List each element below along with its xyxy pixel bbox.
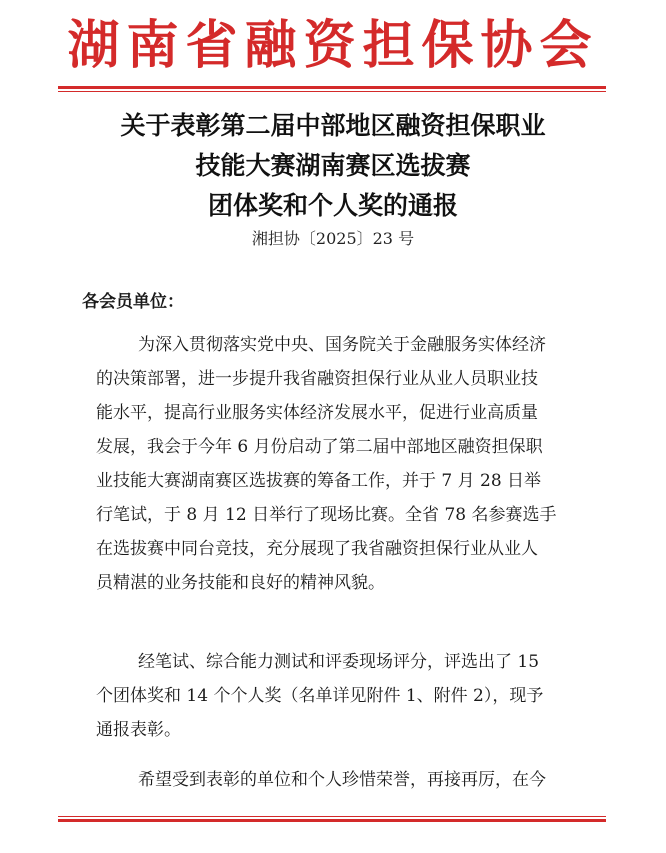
paragraph-line: 个团体奖和 14 个个人奖（名单详见附件 1、附件 2），现予 <box>96 686 544 706</box>
paragraph-line: 能水平，提高行业服务实体经济发展水平，促进行业高质量 <box>96 403 538 423</box>
paragraph-1 <box>96 328 586 600</box>
doc-title-line-3: 团体奖和个人奖的通报 <box>207 191 458 220</box>
paragraph-3 <box>96 763 586 797</box>
org-letterhead: 湖南省融资担保协会 <box>67 15 599 76</box>
paragraph-line: 为深入贯彻落实党中央、国务院关于金融服务实体经济 <box>138 335 546 355</box>
doc-title-line-2: 技能大赛湖南赛区选拔赛 <box>195 151 471 180</box>
paragraph-line: 业技能大赛湖南赛区选拔赛的筹备工作，并于 7 月 28 日举 <box>96 471 542 491</box>
footer-rule-thick <box>58 819 606 822</box>
paragraph-2 <box>96 645 586 747</box>
doc-number: 湘担协〔2025〕23 号 <box>251 229 415 248</box>
paragraph-line: 经笔试、综合能力测试和评委现场评分，评选出了 15 <box>138 652 540 672</box>
paragraph-line: 发展，我会于今年 6 月份启动了第二届中部地区融资担保职 <box>96 437 543 457</box>
paragraph-line: 通报表彰。 <box>96 720 181 740</box>
paragraph-line: 在选拔赛中同台竞技，充分展现了我省融资担保行业从业人 <box>96 539 538 559</box>
paragraph-line: 希望受到表彰的单位和个人珍惜荣誉，再接再厉，在今 <box>138 770 546 790</box>
paragraph-line: 的决策部署，进一步提升我省融资担保行业从业人员职业技 <box>96 369 538 389</box>
paragraph-line: 员精湛的业务技能和良好的精神风貌。 <box>96 573 385 593</box>
footer-rule-thin <box>58 816 606 817</box>
paragraph-line: 行笔试，于 8 月 12 日举行了现场比赛。全省 78 名参赛选手 <box>96 505 557 525</box>
doc-title-line-1: 关于表彰第二届中部地区融资担保职业 <box>120 111 546 140</box>
salutation: 各会员单位： <box>82 292 184 312</box>
header-rule-thick <box>58 86 606 89</box>
header-rule-thin <box>58 91 606 92</box>
